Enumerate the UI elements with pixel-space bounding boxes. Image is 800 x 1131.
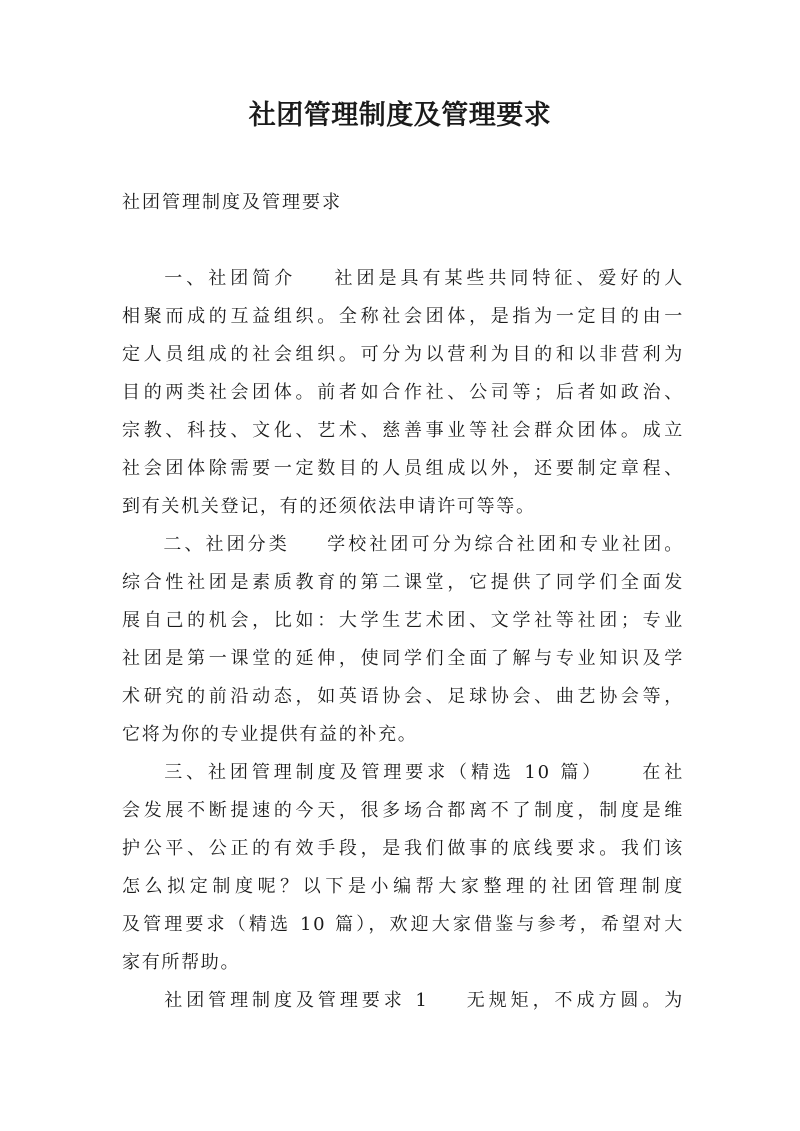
paragraph-line: 相聚而成的互益组织。全称社会团体，是指为一定目的由一 (122, 306, 684, 327)
section-rules-1 (122, 982, 684, 1020)
paragraph-line: 它将为你的专业提供有益的补充。 (122, 724, 418, 745)
section-classification (122, 526, 684, 754)
paragraph-line: 家有所帮助。 (122, 952, 241, 973)
paragraph-line: 社团管理制度及管理要求 1 无规矩，不成方圆。为 (162, 990, 684, 1011)
paragraph-line: 护公平、公正的有效手段，是我们做事的底线要求。我们该 (122, 838, 684, 859)
section-heading: 社团管理制度及管理要求 1 (162, 990, 429, 1011)
paragraph-line: 三、社团管理制度及管理要求（精选 10 篇） 在社 (162, 762, 684, 783)
section-intro (122, 260, 684, 526)
paragraph-line: 综合性社团是素质教育的第二课堂，它提供了同学们全面发 (122, 572, 684, 593)
paragraph-line: 宗教、科技、文化、艺术、慈善事业等社会群众团体。成立 (122, 420, 684, 441)
paragraph-line: 会发展不断提速的今天，很多场合都离不了制度，制度是维 (122, 800, 684, 821)
paragraph-line: 二、社团分类 学校社团可分为综合社团和专业社团。 (162, 534, 684, 555)
paragraph-line: 社会团体除需要一定数目的人员组成以外，还要制定章程、 (122, 458, 684, 479)
section-heading: 一、社团简介 (162, 268, 297, 289)
section-heading: 二、社团分类 (162, 534, 290, 555)
paragraph-line: 到有关机关登记，有的还须依法申请许可等等。 (122, 496, 536, 517)
document-body (122, 260, 684, 1020)
section-rules-overview (122, 754, 684, 982)
paragraph-line: 一、社团简介 社团是具有某些共同特征、爱好的人 (162, 268, 684, 289)
paragraph-line: 目的两类社会团体。前者如合作社、公司等；后者如政治、 (122, 382, 684, 403)
paragraph-line: 及管理要求（精选 10 篇），欢迎大家借鉴与参考，希望对大 (122, 914, 684, 935)
document-subtitle: 社团管理制度及管理要求 (122, 192, 342, 213)
document-title: 社团管理制度及管理要求 (248, 100, 552, 131)
section-heading: 三、社团管理制度及管理要求（精选 10 篇） (162, 762, 605, 783)
paragraph-line: 展自己的机会，比如：大学生艺术团、文学社等社团；专业 (122, 610, 684, 631)
paragraph-line: 社团是第一课堂的延伸，使同学们全面了解与专业知识及学 (122, 648, 684, 669)
paragraph-line: 定人员组成的社会组织。可分为以营利为目的和以非营利为 (122, 344, 684, 365)
paragraph-line: 术研究的前沿动态，如英语协会、足球协会、曲艺协会等， (122, 686, 684, 707)
paragraph-line: 怎么拟定制度呢？以下是小编帮大家整理的社团管理制度 (122, 876, 684, 897)
